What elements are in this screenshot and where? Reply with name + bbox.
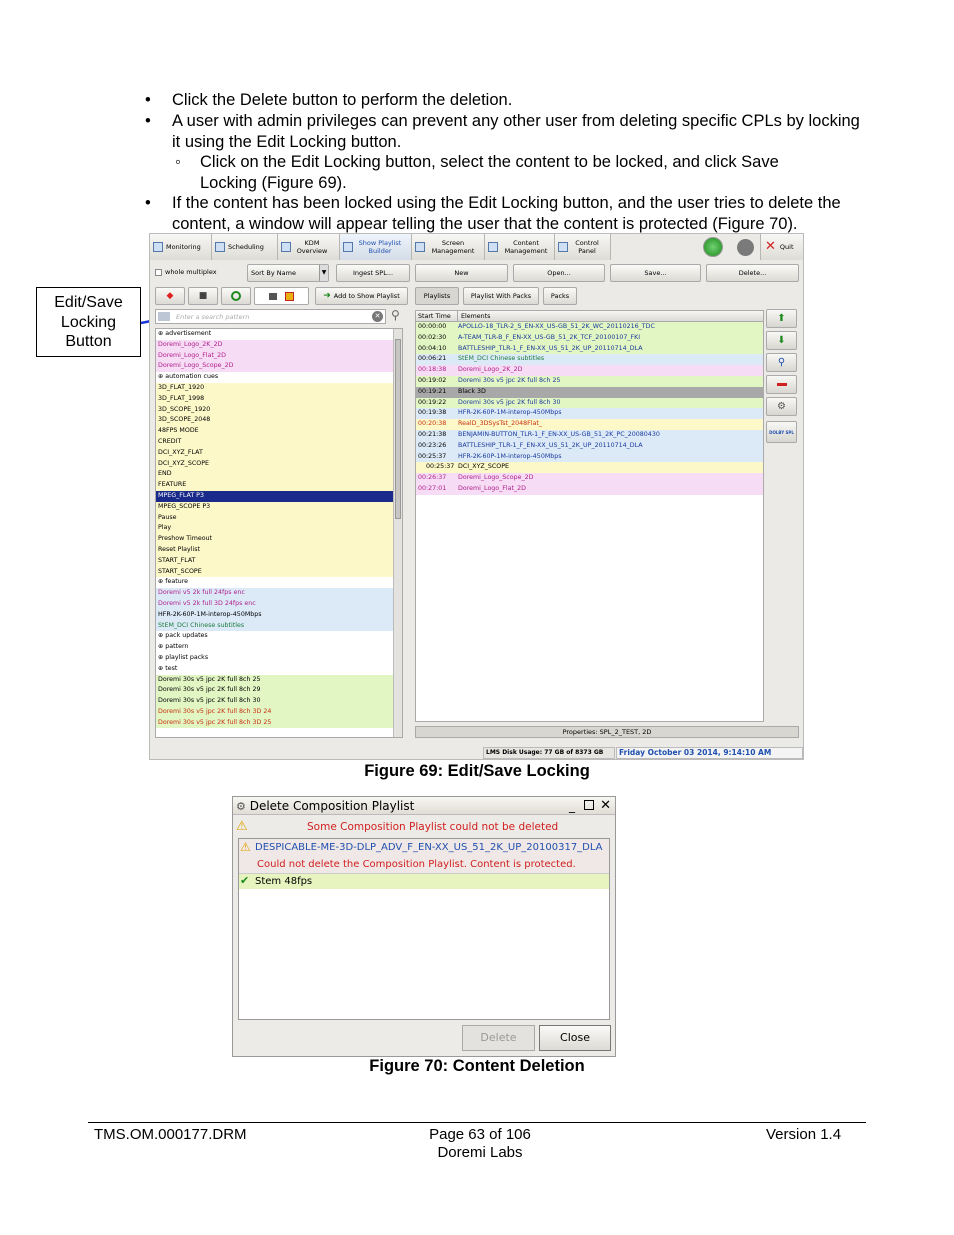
figure-69-caption: Figure 69: Edit/Save Locking [364, 762, 590, 780]
tab-show-playlist-builder[interactable]: Show Playlist Builder [340, 234, 412, 260]
page-number: Page 63 of 106 [429, 1126, 531, 1143]
find-button[interactable] [766, 353, 797, 372]
element-row[interactable]: 00:18:38 Doremi_Logo_2K_2D [416, 365, 763, 376]
sort-select[interactable]: Sort By Name ▼ [247, 264, 329, 282]
element-row[interactable]: 00:19:02 Doremi 30s v5 jpc 2K full 8ch 25 [416, 376, 763, 387]
tab-content-management[interactable]: Content Management [485, 234, 555, 260]
search-icon: ⚲ [777, 357, 786, 368]
list-item[interactable]: MPEG_FLAT P3 [156, 491, 402, 502]
datetime: Friday October 03 2014, 9:14:10 AM [616, 747, 803, 759]
list-item[interactable]: ⊕ automation cues [158, 373, 219, 381]
screen-icon [415, 242, 425, 252]
folder-icon: ⊕ [158, 632, 166, 640]
gear-icon: ⚙ [777, 401, 786, 412]
list-item[interactable]: Doremi 30s v5 jpc 2K full 8ch 3D 24 [156, 707, 402, 718]
folder-icon: ⊕ [158, 330, 166, 337]
list-item[interactable]: 3D_FLAT_1998 [156, 394, 402, 405]
folder-icon: ⊕ [158, 653, 166, 661]
list-item[interactable]: Doremi v5 2k full 3D 24fps enc [156, 599, 402, 610]
company-name: Doremi Labs [437, 1144, 523, 1161]
footer-doc-id: TMS.OM.000177.DRM [94, 1126, 247, 1143]
content-list-rows [156, 329, 402, 728]
list-item[interactable]: Pause [156, 513, 402, 524]
list-item[interactable]: Doremi_Logo_Flat_2D [156, 351, 402, 362]
element-row[interactable]: 00:04:10 BATTLESHIP_TLR-1_F_EN-XX_US_51_2K_UP_20110714_DLA [416, 344, 763, 355]
element-row[interactable]: 00:23:26 BATTLESHIP_TLR-1_F_EN-XX_US_51_2K_UP_20110714_DLA [416, 441, 763, 452]
list-item[interactable]: Doremi 30s v5 jpc 2K full 8ch 29 [156, 685, 402, 696]
list-item[interactable]: MPEG_SCOPE P3 [156, 502, 402, 513]
warning-icon: ⚠ [240, 840, 251, 854]
heart-icon: ◆ [166, 291, 174, 301]
list-item[interactable]: Doremi 30s v5 jpc 2K full 8ch 3D 25 [156, 718, 402, 729]
edit-save-locking-button[interactable] [254, 287, 309, 305]
list-item[interactable]: END [156, 469, 402, 480]
content-list[interactable] [155, 328, 403, 738]
element-row[interactable]: 00:19:22 Doremi 30s v5 jpc 2K full 8ch 30 [416, 398, 763, 409]
result-list[interactable] [238, 838, 610, 1020]
list-item[interactable]: ⊕ pack updates [158, 632, 208, 640]
tab-playlist-with-packs[interactable]: Playlist With Packs [463, 287, 539, 305]
list-item[interactable]: DCI_XYZ_SCOPE [156, 459, 402, 470]
list-item[interactable]: 3D_FLAT_1920 [156, 383, 402, 394]
element-row[interactable]: 00:19:21 Black 3D [416, 387, 763, 398]
element-row[interactable]: 00:21:38 BENJAMIN-BUTTON_TLR-1_F_EN-XX_US-GB_51_2K_PC_20080430 [416, 430, 763, 441]
content-icon [488, 242, 498, 252]
kdm-icon [281, 242, 291, 252]
list-item[interactable]: START_FLAT [156, 556, 402, 567]
new-button[interactable]: New [415, 264, 508, 282]
folder-icon: ⊕ [158, 664, 166, 672]
calendar-icon [215, 242, 225, 252]
search-field-icon [158, 312, 170, 321]
folder-icon: ⊕ [158, 578, 166, 586]
search-input[interactable]: Enter a search pattern ✕ [155, 309, 386, 324]
close-icon: ✕ [765, 239, 776, 254]
error-header: Some Composition Playlist could not be deleted [307, 821, 559, 833]
callout-label: Edit/Save Locking Button [54, 294, 123, 350]
remove-button[interactable] [766, 375, 797, 394]
element-row[interactable]: 00:25:37 DCI_XYZ_SCOPE [416, 462, 763, 473]
clear-icon[interactable]: ✕ [372, 311, 383, 322]
pen-icon [343, 242, 353, 252]
status-gray-icon[interactable] [737, 239, 754, 256]
element-row[interactable]: 00:06:21 StEM_DCI Chinese subtitles [416, 354, 763, 365]
element-row[interactable]: 00:25:37 HFR-2K-60P-1M-interop-450Mbps [416, 452, 763, 463]
minimize-icon[interactable]: _ [569, 799, 575, 813]
list-item[interactable]: 48FPS MODE [156, 426, 402, 437]
open-button[interactable]: Open... [513, 264, 605, 282]
element-row[interactable]: 00:00:00 APOLLO-18_TLR-2_S_EN-XX_US-GB_51_2K_WC_20110216_TDC [416, 322, 763, 333]
arrow-down-icon: ⬇ [777, 335, 786, 346]
list-item[interactable]: Doremi v5 2k full 24fps enc [156, 588, 402, 599]
result-item-2[interactable]: ✔ Stem 48fps [239, 874, 609, 889]
scrollbar[interactable] [393, 329, 402, 737]
figure-70-caption: Figure 70: Content Deletion [369, 1057, 585, 1075]
list-item[interactable]: START_SCOPE [156, 567, 402, 578]
tab-kdm-overview[interactable]: KDM Overview [278, 234, 340, 260]
delete-button[interactable]: Delete... [706, 264, 799, 282]
element-row[interactable]: 00:26:37 Doremi_Logo_Scope_2D [416, 473, 763, 484]
monitoring-icon [153, 242, 163, 252]
tab-packs[interactable]: Packs [543, 287, 577, 305]
element-row[interactable]: 00:27:01 Doremi_Logo_Flat_2D [416, 484, 763, 495]
move-up-button[interactable] [766, 309, 797, 328]
elements-rows [416, 322, 763, 495]
refresh-icon [231, 291, 241, 301]
warning-icon: ⚠ [236, 819, 248, 834]
elements-header: Start Time Elements [416, 311, 763, 322]
folder-icon: ⊕ [158, 643, 166, 651]
tab-monitoring[interactable]: Monitoring [150, 234, 212, 260]
minus-icon [777, 383, 787, 386]
list-item[interactable]: HFR-2K-60P-1M-interop-450Mbps [156, 610, 402, 621]
chevron-down-icon: ▼ [319, 265, 328, 281]
film-icon: ■ [198, 291, 208, 301]
app-icon: ⚙ [236, 800, 246, 813]
dialog-titlebar [233, 797, 615, 815]
footer-version: Version 1.4 [766, 1126, 842, 1143]
favorite-button[interactable] [155, 287, 185, 305]
control-icon [558, 242, 568, 252]
magnifier-icon[interactable]: ⚲ [391, 308, 400, 322]
list-item[interactable]: Reset Playlist [156, 545, 402, 556]
element-row[interactable]: 00:02:30 A-TEAM_TLR-B_F_EN-XX_US-GB_51_2K_TCF_20100107_FKI [416, 333, 763, 344]
delete-dialog [232, 796, 616, 1057]
playlist-elements[interactable] [415, 310, 764, 722]
list-item[interactable]: ⊕ feature [158, 578, 189, 586]
tab-playlists[interactable]: Playlists [415, 287, 459, 305]
gear-button[interactable] [766, 397, 797, 416]
view-button[interactable] [188, 287, 218, 305]
maximize-icon[interactable] [584, 800, 594, 810]
dialog-title: Delete Composition Playlist [249, 799, 415, 813]
whole-multiplex-checkbox[interactable] [155, 269, 162, 276]
checkmark-icon: ✔ [240, 874, 250, 887]
move-down-button[interactable] [766, 331, 797, 350]
footer-page [380, 1126, 580, 1162]
lock-icon [269, 293, 277, 300]
quit-button[interactable]: ✕ Quit [760, 234, 804, 260]
list-item[interactable]: ⊕ test [158, 664, 178, 672]
save-button[interactable]: Save... [610, 264, 701, 282]
list-item[interactable]: ⊕ advertisement [158, 330, 212, 337]
status-green-icon[interactable] [703, 237, 723, 257]
arrow-right-icon: ➜ [323, 291, 331, 301]
list-item[interactable]: Preshow Timeout [156, 534, 402, 545]
scrollbar-thumb[interactable] [395, 339, 401, 519]
tab-scheduling[interactable]: Scheduling [212, 234, 278, 260]
lock-edit-icon [285, 292, 294, 301]
list-item[interactable]: Doremi 30s v5 jpc 2K full 8ch 25 [156, 675, 402, 686]
list-item[interactable]: ⊕ pattern [158, 643, 189, 651]
dolby-icon: DOLBY SPL [769, 429, 794, 435]
list-item[interactable]: StEM_DCI Chinese subtitles [156, 621, 402, 632]
list-item[interactable]: CREDIT [156, 437, 402, 448]
list-item[interactable]: 3D_SCOPE_2048 [156, 415, 402, 426]
tab-screen-management[interactable]: Screen Management [412, 234, 485, 260]
folder-icon: ⊕ [158, 373, 166, 381]
lms-screenshot [149, 233, 804, 760]
refresh-button[interactable] [221, 287, 251, 305]
tab-control-panel[interactable]: Control Panel [555, 234, 611, 260]
list-item[interactable]: 3D_SCOPE_1920 [156, 405, 402, 416]
ingest-spl-button[interactable]: Ingest SPL... [336, 264, 410, 282]
whole-multiplex-label: whole multiplex [165, 268, 217, 276]
close-icon[interactable]: ✕ [600, 798, 611, 813]
properties-bar: Properties: SPL_2_TEST, 2D [415, 726, 799, 738]
list-item[interactable]: Doremi_Logo_2K_2D [156, 340, 402, 351]
close-button[interactable]: Close [539, 1025, 611, 1051]
list-item[interactable]: FEATURE [156, 480, 402, 491]
list-item[interactable]: Doremi_Logo_Scope_2D [156, 361, 402, 372]
disk-usage: LMS Disk Usage: 77 GB of 8373 GB [483, 747, 615, 759]
add-to-show-playlist-button[interactable]: ➜ Add to Show Playlist [315, 287, 408, 305]
result-item-1[interactable]: ⚠ DESPICABLE-ME-3D-DLP_ADV_F_EN-XX_US_51_2K_UP_20100317_DLA Could not delete the Composition Playlist. Content is protected. [239, 839, 609, 874]
element-row[interactable]: 00:19:38 HFR-2K-60P-1M-interop-450Mbps [416, 408, 763, 419]
list-item[interactable]: Play [156, 523, 402, 534]
arrow-up-icon: ⬆ [777, 313, 786, 324]
list-item[interactable]: Doremi 30s v5 jpc 2K full 8ch 30 [156, 696, 402, 707]
element-row[interactable]: 00:20:38 RealD_3DSysTst_2048Flat_ [416, 419, 763, 430]
list-item[interactable]: DCI_XYZ_FLAT [156, 448, 402, 459]
dolby-button[interactable] [766, 421, 797, 443]
list-item[interactable]: ⊕ playlist packs [158, 653, 209, 661]
delete-button[interactable]: Delete [462, 1025, 535, 1051]
footer-rule [88, 1122, 866, 1123]
